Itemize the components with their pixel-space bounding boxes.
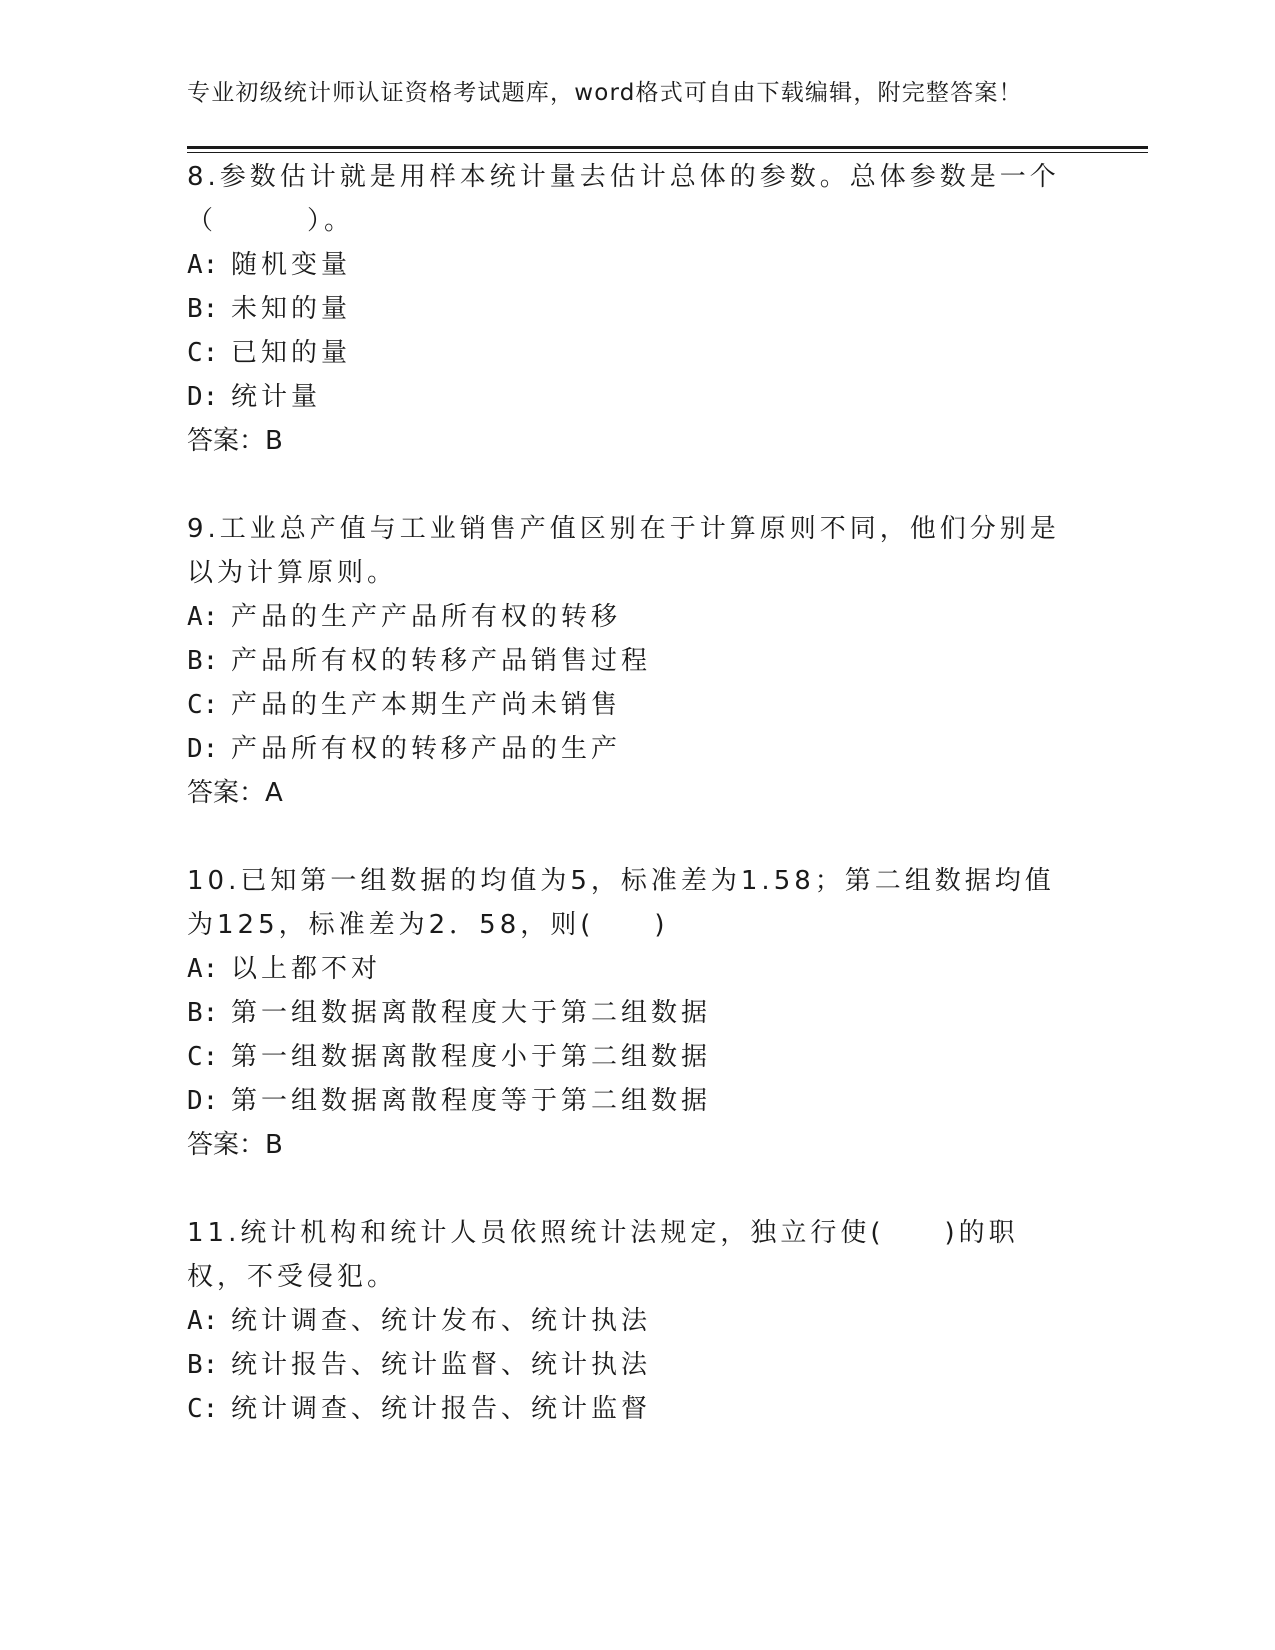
option-text: 已知的量 [231, 338, 352, 368]
option-a [187, 243, 1087, 287]
answer-label: 答案： [187, 778, 266, 808]
option-c [187, 1035, 1087, 1079]
option-letter: B: [187, 998, 219, 1028]
option-b [187, 639, 1087, 683]
option-c [187, 683, 1087, 727]
question-9 [187, 507, 1087, 815]
option-b [187, 287, 1087, 331]
question-stem: 10.已知第一组数据的均值为5，标准差为1.58；第二组数据均值为125，标准差为2．58，则( ) [187, 866, 1055, 940]
option-a [187, 947, 1087, 991]
option-text: 产品的生产本期生产尚未销售 [231, 690, 622, 720]
question-stem: 9.工业总产值与工业销售产值区别在于计算原则不同，他们分别是以为计算原则。 [187, 514, 1060, 588]
question-11 [187, 1211, 1087, 1431]
option-letter: B: [187, 1350, 219, 1380]
option-text: 未知的量 [231, 294, 352, 324]
answer-value: B [265, 426, 283, 456]
option-text: 统计调查、统计发布、统计执法 [231, 1306, 652, 1336]
question-stem: 11.统计机构和统计人员依照统计法规定，独立行使( )的职权，不受侵犯。 [187, 1218, 1019, 1292]
answer-label: 答案： [187, 426, 266, 456]
option-letter: A: [187, 1306, 219, 1336]
option-text: 第一组数据离散程度大于第二组数据 [231, 998, 712, 1028]
option-c [187, 331, 1087, 375]
option-letter: B: [187, 294, 219, 324]
option-a [187, 1299, 1087, 1343]
answer-line [187, 771, 1087, 815]
option-letter: C: [187, 690, 219, 720]
option-letter: C: [187, 1042, 219, 1072]
option-text: 随机变量 [231, 250, 352, 280]
answer-value: B [265, 1130, 283, 1160]
option-letter: D: [187, 382, 219, 412]
option-letter: D: [187, 1086, 219, 1116]
option-letter: A: [187, 602, 219, 632]
answer-line [187, 419, 1087, 463]
option-text: 第一组数据离散程度等于第二组数据 [231, 1086, 712, 1116]
question-8 [187, 155, 1087, 463]
option-text: 产品的生产产品所有权的转移 [231, 602, 622, 632]
option-a [187, 595, 1087, 639]
question-list [187, 155, 1087, 1475]
option-letter: D: [187, 734, 219, 764]
answer-value: A [265, 778, 283, 808]
option-text: 统计调查、统计报告、统计监督 [231, 1394, 652, 1424]
option-letter: A: [187, 250, 219, 280]
option-text: 统计量 [231, 382, 322, 412]
header-rule-thin [187, 152, 1148, 153]
option-d [187, 375, 1087, 419]
option-letter: A: [187, 954, 219, 984]
question-stem: 8.参数估计就是用样本统计量去估计总体的参数。总体参数是一个（ ）。 [187, 162, 1060, 236]
option-text: 统计报告、统计监督、统计执法 [231, 1350, 652, 1380]
header-rule-thick [187, 146, 1148, 149]
option-text: 产品所有权的转移产品的生产 [231, 734, 622, 764]
option-letter: B: [187, 646, 219, 676]
option-text: 以上都不对 [231, 954, 382, 984]
option-letter: C: [187, 338, 219, 368]
page-header: 专业初级统计师认证资格考试题库，word格式可自由下载编辑，附完整答案！ [187, 80, 1023, 106]
option-b [187, 1343, 1087, 1387]
option-text: 第一组数据离散程度小于第二组数据 [231, 1042, 712, 1072]
option-text: 产品所有权的转移产品销售过程 [231, 646, 652, 676]
option-c [187, 1387, 1087, 1431]
answer-label: 答案： [187, 1130, 266, 1160]
option-d [187, 727, 1087, 771]
option-d [187, 1079, 1087, 1123]
option-b [187, 991, 1087, 1035]
answer-line [187, 1123, 1087, 1167]
option-letter: C: [187, 1394, 219, 1424]
question-10 [187, 859, 1087, 1167]
